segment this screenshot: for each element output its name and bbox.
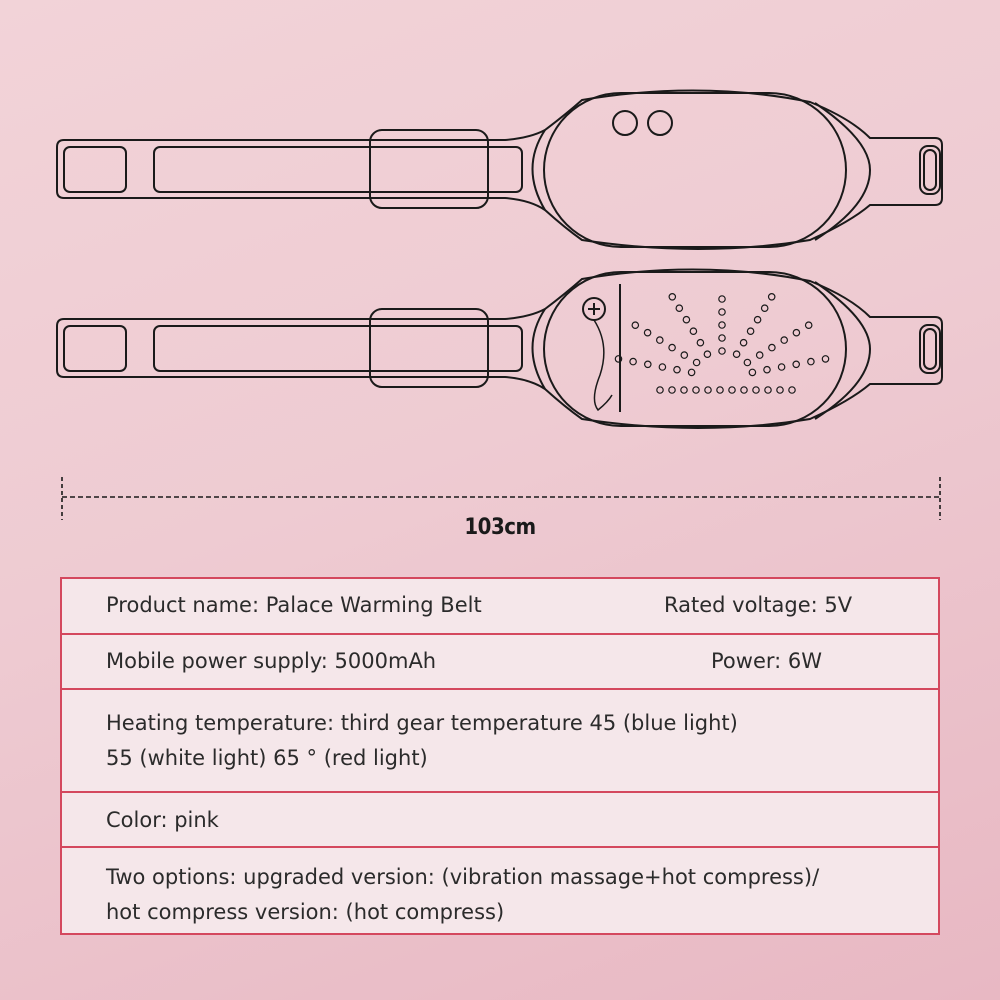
heating-dot xyxy=(754,317,760,323)
heating-dot xyxy=(781,337,787,343)
spec-row xyxy=(62,846,938,937)
heating-dot xyxy=(669,387,675,393)
mobile-power-text: Mobile power supply: 5000mAh xyxy=(106,649,437,673)
heating-dot xyxy=(808,358,814,364)
heating-dot xyxy=(669,294,675,300)
heating-dot xyxy=(669,344,675,350)
spec-row xyxy=(62,791,938,846)
heating-dot xyxy=(806,322,812,328)
heating-dot xyxy=(749,369,755,375)
heating-dot xyxy=(674,367,680,373)
options-text-2: hot compress version: (hot compress) xyxy=(106,900,505,924)
belt-strap-slot xyxy=(154,147,522,192)
heating-dot xyxy=(778,364,784,370)
heating-dot xyxy=(741,387,747,393)
cable-line xyxy=(594,320,612,410)
heating-dot xyxy=(719,309,725,315)
heating-temperature-text: Heating temperature: third gear temperature 45 (blue light) xyxy=(106,711,738,735)
heating-dot xyxy=(747,328,753,334)
heating-dot xyxy=(762,305,768,311)
belt-back-view xyxy=(57,269,942,428)
heating-temperature-text-2: 55 (white light) 65 ° (red light) xyxy=(106,746,428,770)
button-icon xyxy=(613,111,637,135)
heating-dot xyxy=(681,387,687,393)
heating-dot xyxy=(632,322,638,328)
belt-loop xyxy=(370,130,488,208)
belt-buckle-slot xyxy=(64,147,126,192)
heating-dot xyxy=(645,361,651,367)
button-icon xyxy=(648,111,672,135)
heating-dots xyxy=(615,294,828,394)
heating-dot xyxy=(693,359,699,365)
belt-buckle-slot xyxy=(64,326,126,371)
heating-dot xyxy=(740,340,746,346)
heating-dot xyxy=(719,335,725,341)
belt-loop xyxy=(370,309,488,387)
spec-row xyxy=(62,579,938,633)
belt-pad xyxy=(544,93,846,247)
heating-dot xyxy=(769,294,775,300)
heating-dot xyxy=(705,387,711,393)
heating-dot xyxy=(681,352,687,358)
heating-dot xyxy=(753,387,759,393)
heating-dot xyxy=(729,387,735,393)
heating-dot xyxy=(697,340,703,346)
heating-dot xyxy=(793,361,799,367)
heating-dot xyxy=(644,330,650,336)
belt-strap-slot xyxy=(154,326,522,371)
heating-dot xyxy=(764,367,770,373)
heating-dot xyxy=(719,322,725,328)
power-text: Power: 6W xyxy=(711,649,822,673)
heating-dot xyxy=(733,351,739,357)
heating-dot xyxy=(676,305,682,311)
heating-dot xyxy=(704,351,710,357)
heating-dot xyxy=(717,387,723,393)
belt-strap xyxy=(57,269,942,428)
belt-pad xyxy=(544,272,846,426)
heating-dot xyxy=(630,358,636,364)
heating-dot xyxy=(719,296,725,302)
heating-dot xyxy=(769,344,775,350)
belt-front-view xyxy=(57,90,942,249)
heating-dot xyxy=(657,387,663,393)
heating-dot xyxy=(659,364,665,370)
options-text: Two options: upgraded version: (vibration massage+hot compress)/ xyxy=(106,865,820,889)
heating-dot xyxy=(744,359,750,365)
heating-dot xyxy=(683,317,689,323)
heating-dot xyxy=(688,369,694,375)
length-label: 103cm xyxy=(464,515,536,540)
heating-dot xyxy=(693,387,699,393)
rated-voltage-text: Rated voltage: 5V xyxy=(664,593,853,617)
belt-strap xyxy=(57,90,942,249)
heating-dot xyxy=(719,348,725,354)
heating-dot xyxy=(690,328,696,334)
heating-dot xyxy=(765,387,771,393)
spec-row xyxy=(62,633,938,688)
product-name-text: Product name: Palace Warming Belt xyxy=(106,593,482,617)
heating-dot xyxy=(822,356,828,362)
heating-dot xyxy=(789,387,795,393)
heating-dot xyxy=(793,330,799,336)
heating-dot xyxy=(657,337,663,343)
length-measure-line xyxy=(62,477,940,520)
heating-dot xyxy=(757,352,763,358)
spec-row xyxy=(62,688,938,791)
heating-dot xyxy=(777,387,783,393)
color-text: Color: pink xyxy=(106,808,219,832)
spec-table xyxy=(60,577,940,935)
